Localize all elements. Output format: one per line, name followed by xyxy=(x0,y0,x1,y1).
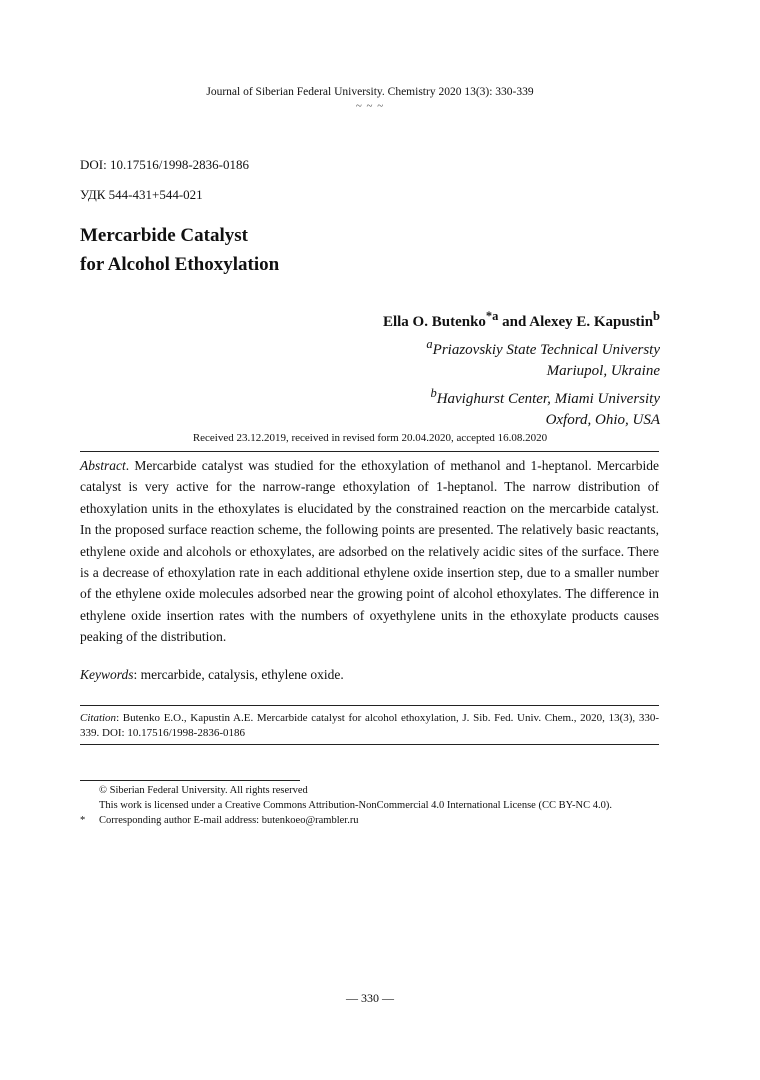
citation-top-rule xyxy=(80,705,659,706)
citation-label: Citation xyxy=(80,712,117,724)
keywords xyxy=(80,667,659,683)
keywords-text: : mercarbide, catalysis, ethylene oxide. xyxy=(133,667,344,682)
citation-bottom-rule xyxy=(80,744,659,745)
abstract-label: Abstract xyxy=(80,458,126,473)
authors-block xyxy=(383,306,660,432)
udk-code: УДК 544-431+544-021 xyxy=(80,187,203,202)
author-1: Ella O. Butenko xyxy=(382,314,486,330)
copyright-note: © Siberian Federal University. All rights reserved xyxy=(99,785,308,796)
title-line-2: for Alcohol Ethoxylation xyxy=(80,254,280,275)
abstract-text: . Mercarbide catalyst was studied for the ethoxylation of methanol and 1-heptanol. Mercarbide catalyst is very active for the narrow-range ethoxylation of 1-heptanol. The narrow distribution of ethoxylation units in the ethoxylates is elucidated by the constrained reaction on the mercarbide catalyst. In the proposed surface reaction scheme, the following points are presented. The relatively basic reactants, ethylene oxide and alcohols or ethoxylates, are adsorbed on the relatively acidic sites of the surface. There is a decrease of ethoxylation rate in each additional ethylene oxide insertion step, due to a smaller number of the ethylene oxide molecules adsorbed near the growing point of alcohol ethoxylates. The difference in ethylene oxide insertion rates with the numbers of oxyethylene units in the ethoxylate products causes peaking of the distribution. xyxy=(80,458,659,645)
title-line-1: Mercarbide Catalyst xyxy=(80,225,248,246)
author-names xyxy=(383,306,660,334)
keywords-label: Keywords xyxy=(80,667,134,682)
abstract-top-rule xyxy=(80,451,659,452)
affiliation-a xyxy=(383,334,660,362)
doi: DOI: 10.17516/1998-2836-0186 xyxy=(80,157,249,172)
footnote-star: * xyxy=(80,815,86,826)
affiliation-a-place: Mariupol, Ukraine xyxy=(546,363,660,379)
author-2-marks: b xyxy=(653,309,660,323)
affiliation-b xyxy=(383,383,660,411)
citation xyxy=(80,711,659,741)
author-1-marks: *a xyxy=(485,309,499,323)
citation-text: : Butenko E.O., Kapustin A.E. Mercarbide catalyst for alcohol ethoxylation, J. Sib. Fed. Univ. Chem., 2020, 13(3), 330-339. DOI: 10.17516/1998-2836-0186 xyxy=(80,712,659,739)
corresponding-author-note: Corresponding author E-mail address: butenkoeo@rambler.ru xyxy=(99,815,359,826)
affiliation-b-place: Oxford, Ohio, USA xyxy=(545,412,660,428)
aff-b-mark: b xyxy=(430,385,437,400)
header-separator: ~ ~ ~ xyxy=(355,100,385,112)
page-number: — 330 — xyxy=(346,991,394,1005)
author-2: Alexey E. Kapustin xyxy=(529,314,654,330)
license-note: This work is licensed under a Creative Commons Attribution-NonCommercial 4.0 International License (CC BY-NC 4.0). xyxy=(99,800,612,811)
aff-b-name: Havighurst Center, Miami University xyxy=(436,390,660,407)
abstract xyxy=(80,455,659,648)
aff-a-name: Priazovskiy State Technical Universty xyxy=(432,341,660,358)
article-title xyxy=(80,221,279,279)
author-connector: and xyxy=(498,314,530,330)
received-dates: Received 23.12.2019, received in revised form 20.04.2020, accepted 16.08.2020 xyxy=(192,432,548,444)
footnote-rule xyxy=(80,780,300,781)
journal-header: Journal of Siberian Federal University. Chemistry 2020 13(3): 330-339 xyxy=(206,86,534,98)
aff-a-mark: a xyxy=(426,336,433,351)
